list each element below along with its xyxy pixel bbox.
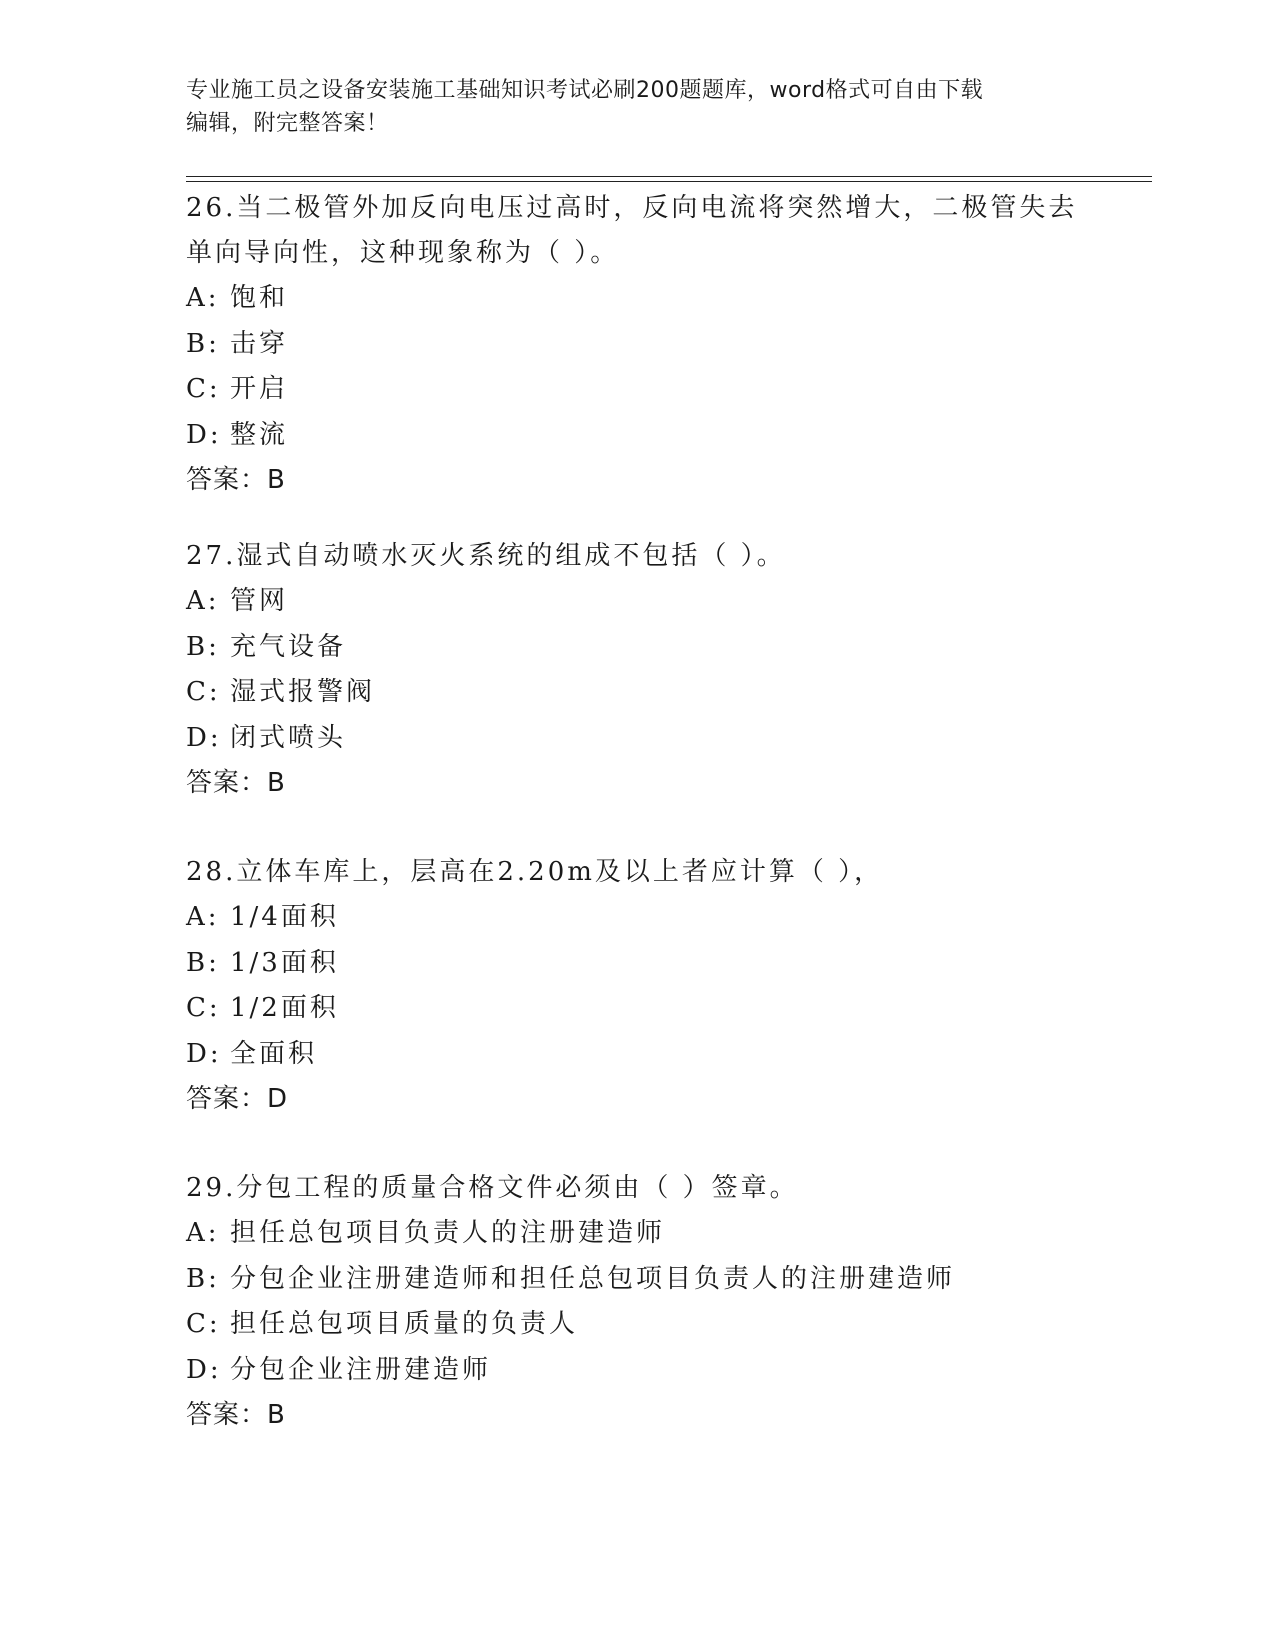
option-text: 闭式喷头 <box>230 722 347 753</box>
option-a <box>186 579 1086 625</box>
option-letter: C: <box>186 993 221 1023</box>
option-c <box>186 367 1086 413</box>
option-letter: D: <box>186 419 222 450</box>
option-letter: B: <box>186 1263 220 1294</box>
question-stem <box>186 534 1086 579</box>
question-stem-line-1: 立体车库上，层高在2.20m及以上者应计算（ ）， <box>236 857 884 887</box>
question-number: 29. <box>186 1173 237 1203</box>
question-29 <box>186 1166 1086 1438</box>
answer-text: 答案：D <box>186 1084 289 1114</box>
question-28 <box>186 850 1086 1122</box>
header-divider-top <box>186 176 1152 177</box>
option-text: 分包企业注册建造师和担任总包项目负责人的注册建造师 <box>230 1263 956 1294</box>
option-letter: B: <box>186 631 220 662</box>
option-letter: D: <box>186 722 222 753</box>
option-letter: C: <box>186 677 221 707</box>
option-d <box>186 716 1086 762</box>
question-number: 27. <box>186 541 237 571</box>
question-26 <box>186 186 1086 503</box>
option-text: 1/4面积 <box>230 902 339 932</box>
question-stem-line-2: 单向导向性，这种现象称为（ ）。 <box>186 238 620 268</box>
header-line-2: 编辑，附完整答案！ <box>186 111 389 136</box>
option-text: 饱和 <box>230 283 289 313</box>
option-text: 分包企业注册建造师 <box>230 1354 492 1385</box>
option-letter: A: <box>186 1218 220 1248</box>
option-b <box>186 322 1086 368</box>
option-letter: A: <box>186 902 220 932</box>
option-text: 担任总包项目质量的负责人 <box>230 1309 579 1339</box>
option-letter: D: <box>186 1038 222 1069</box>
option-text: 担任总包项目负责人的注册建造师 <box>230 1218 666 1248</box>
option-letter: D: <box>186 1354 222 1385</box>
question-stem-line-1: 分包工程的质量合格文件必须由（ ）签章。 <box>236 1173 799 1203</box>
option-letter: A: <box>186 586 220 616</box>
option-text: 开启 <box>230 374 289 404</box>
option-text: 湿式报警阀 <box>230 677 376 707</box>
question-number: 26. <box>186 193 237 223</box>
question-27 <box>186 534 1086 806</box>
option-d <box>186 1348 1086 1394</box>
question-stem <box>186 850 1086 895</box>
document-header <box>186 74 1066 140</box>
question-stem-line-1: 湿式自动喷水灭火系统的组成不包括（ ）。 <box>236 541 786 571</box>
option-letter: C: <box>186 374 221 404</box>
question-stem-line-1: 当二极管外加反向电压过高时，反向电流将突然增大，二极管失去 <box>236 193 1078 223</box>
option-text: 整流 <box>230 419 289 450</box>
option-letter: B: <box>186 328 220 359</box>
option-text: 管网 <box>230 586 289 616</box>
option-letter: C: <box>186 1309 221 1339</box>
answer-text: 答案：B <box>186 768 286 798</box>
option-letter: A: <box>186 283 220 313</box>
question-number: 28. <box>186 857 237 887</box>
header-divider-bottom <box>186 181 1152 182</box>
option-c <box>186 986 1086 1032</box>
option-text: 1/3面积 <box>230 947 339 978</box>
answer-text: 答案：B <box>186 465 286 495</box>
answer-text: 答案：B <box>186 1400 286 1430</box>
option-d <box>186 1032 1086 1078</box>
header-line-1: 专业施工员之设备安装施工基础知识考试必刷200题题库，word格式可自由下载 <box>186 78 984 103</box>
option-b <box>186 1257 1086 1303</box>
option-text: 1/2面积 <box>230 993 339 1023</box>
option-text: 充气设备 <box>230 631 347 662</box>
option-a <box>186 276 1086 322</box>
question-stem <box>186 186 1086 231</box>
option-b <box>186 625 1086 671</box>
option-text: 击穿 <box>230 328 289 359</box>
option-a <box>186 895 1086 941</box>
option-b <box>186 941 1086 987</box>
option-c <box>186 670 1086 716</box>
option-text: 全面积 <box>230 1038 318 1069</box>
option-a <box>186 1211 1086 1257</box>
option-c <box>186 1302 1086 1348</box>
question-stem <box>186 1166 1086 1211</box>
option-d <box>186 413 1086 459</box>
option-letter: B: <box>186 947 220 978</box>
